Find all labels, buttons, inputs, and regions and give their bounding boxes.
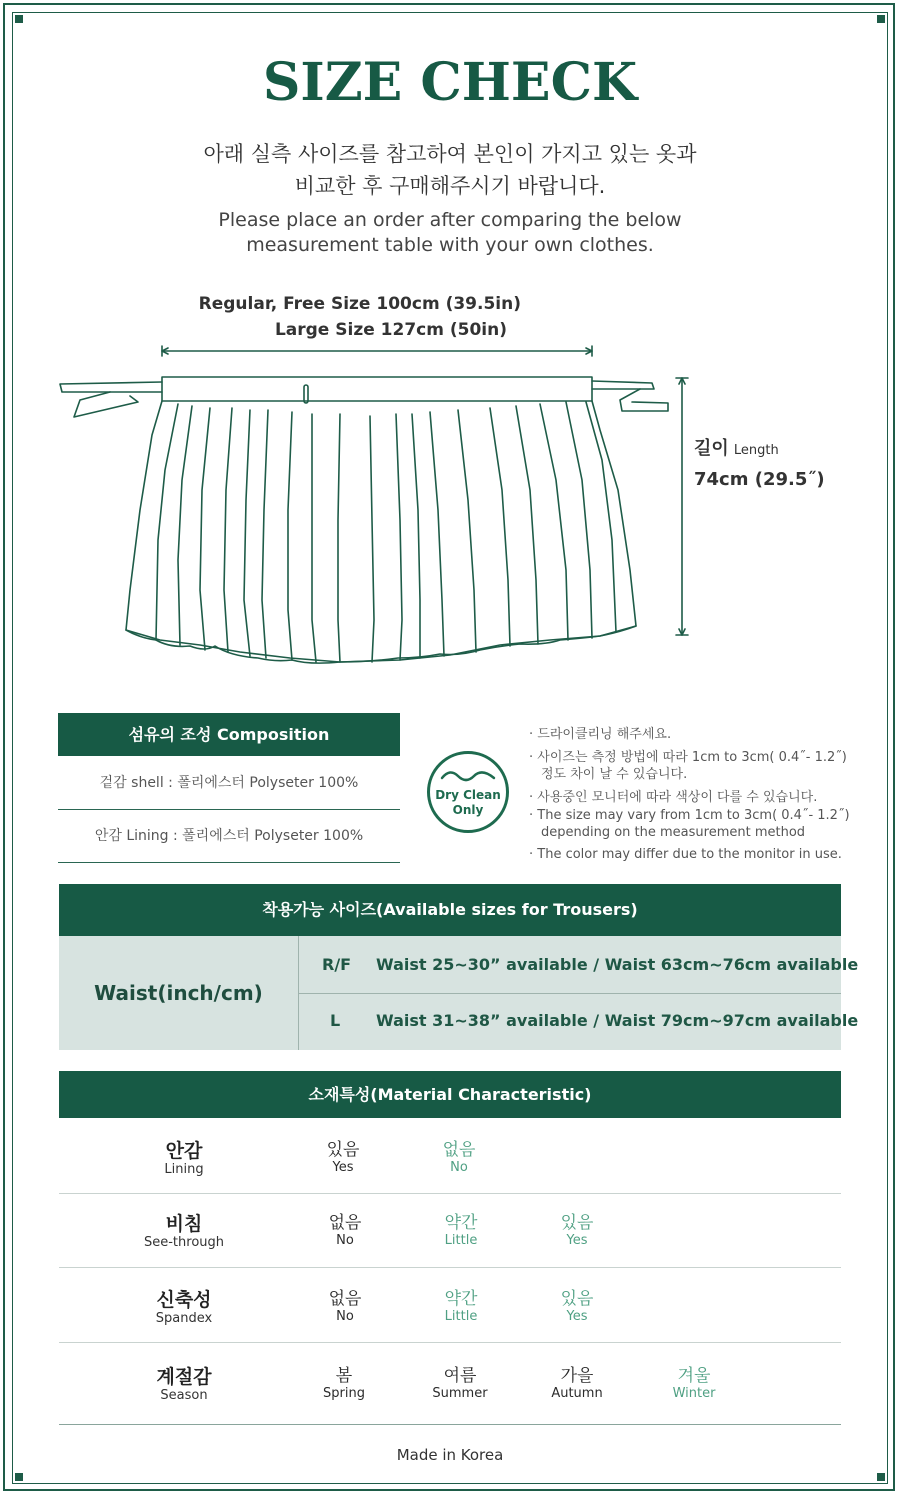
composition-shell: 겉감 shell : 폴리에스터 Polyseter 100%: [58, 757, 400, 810]
option-kr: 없음: [328, 1289, 362, 1309]
option-en: Summer: [432, 1386, 488, 1401]
option-kr: 있음: [326, 1140, 360, 1160]
care-note: · 사이즈는 측정 방법에 따라 1cm to 3cm( 0.4˝- 1.2˝): [529, 750, 847, 765]
row-divider: [59, 1267, 841, 1268]
skirt-illustration: [0, 340, 900, 680]
made-in-label: Made in Korea: [396, 1446, 504, 1464]
left-tie: [60, 382, 162, 392]
option-en: Yes: [332, 1160, 354, 1175]
option-kr: 봄: [335, 1366, 353, 1386]
material-label-see-through: [84, 1213, 284, 1251]
option-en: Yes: [566, 1233, 588, 1248]
care-note: · 드라이클리닝 해주세요.: [529, 727, 672, 742]
row-divider: [59, 1424, 841, 1425]
option-kr: 없음: [328, 1213, 362, 1233]
intro-en-line2: measurement table with your own clothes.: [246, 234, 654, 256]
size-code: R/F: [322, 955, 352, 974]
option-en: Little: [444, 1309, 478, 1324]
dry-clean-line2: Only: [452, 803, 484, 817]
option-en: Autumn: [551, 1386, 603, 1401]
row-divider: [59, 1342, 841, 1343]
option-en: No: [336, 1309, 354, 1324]
option-kr: 겨울: [677, 1366, 711, 1386]
length-kr: 길이: [694, 438, 729, 459]
material-option: [522, 1366, 632, 1402]
label-kr: 계절감: [156, 1366, 212, 1388]
label-kr: 안감: [165, 1140, 203, 1162]
care-note: · 사용중인 모니터에 따라 색상이 다를 수 있습니다.: [529, 790, 818, 805]
option-kr: 약간: [444, 1289, 478, 1309]
option-kr: 여름: [443, 1366, 477, 1386]
size-range: Waist 25~30” available / Waist 63cm~76cm available: [376, 955, 859, 974]
material-option: [290, 1213, 400, 1249]
sizes-label: Waist(inch/cm): [59, 936, 299, 1050]
label-en: See-through: [143, 1235, 225, 1250]
intro-kr-line2: 비교한 후 구매해주시기 바랍니다.: [294, 174, 606, 198]
option-en: Yes: [566, 1309, 588, 1324]
option-kr: 가을: [560, 1366, 594, 1386]
material-label-lining: [84, 1140, 284, 1178]
material-option: [288, 1140, 398, 1176]
composition-lining: 안감 Lining : 폴리에스터 Polyseter 100%: [58, 810, 400, 863]
sizes-divider: [299, 993, 841, 994]
material-option: [406, 1213, 516, 1249]
length-value: 74cm (29.5˝): [694, 469, 825, 490]
material-option: [522, 1213, 632, 1249]
intro-en-line1: Please place an order after comparing the below: [218, 209, 682, 231]
size-range: Waist 31~38” available / Waist 79cm~97cm available: [376, 1011, 859, 1030]
material-option: [522, 1289, 632, 1325]
dry-clean-line1: Dry Clean: [435, 788, 501, 802]
care-note: depending on the measurement method: [541, 825, 806, 840]
option-en: No: [336, 1233, 354, 1248]
label-kr: 비침: [165, 1213, 203, 1235]
right-tie: [592, 381, 654, 389]
care-note: 정도 차이 날 수 있습니다.: [541, 767, 688, 782]
width-large: Large Size 127cm (50in): [274, 320, 507, 340]
corner-mark: [877, 15, 885, 23]
page-title: SIZE CHECK: [262, 52, 638, 113]
label-en: Spandex: [155, 1311, 213, 1326]
option-en: Spring: [323, 1386, 365, 1401]
waistband: [162, 377, 592, 401]
care-note: · The color may differ due to the monitor in use.: [529, 847, 842, 862]
corner-mark: [15, 1473, 23, 1481]
width-regular: Regular, Free Size 100cm (39.5in): [198, 294, 521, 314]
material-option: [639, 1366, 749, 1402]
material-option: [290, 1289, 400, 1325]
corner-mark: [15, 15, 23, 23]
material-option: [404, 1140, 514, 1176]
option-kr: 약간: [444, 1213, 478, 1233]
option-kr: 없음: [442, 1140, 476, 1160]
material-label-spandex: [84, 1289, 284, 1327]
intro-kr-line1: 아래 실측 사이즈를 참고하여 본인이 가지고 있는 옷과: [203, 142, 697, 166]
length-en: Length: [733, 443, 779, 458]
option-kr: 있음: [560, 1213, 594, 1233]
option-en: No: [450, 1160, 468, 1175]
row-divider: [59, 1193, 841, 1194]
corner-mark: [877, 1473, 885, 1481]
material-option: [406, 1289, 516, 1325]
care-note: · The size may vary from 1cm to 3cm( 0.4˝- 1.2˝): [529, 808, 850, 823]
material-option: [289, 1366, 399, 1402]
option-en: Little: [444, 1233, 478, 1248]
material-option: [405, 1366, 515, 1402]
label-en: Season: [160, 1388, 208, 1403]
option-kr: 있음: [560, 1289, 594, 1309]
label-kr: 신축성: [156, 1289, 212, 1311]
composition-header: 섬유의 조성 Composition: [58, 713, 400, 756]
material-label-season: [84, 1366, 284, 1404]
dry-clean-badge: [427, 751, 509, 833]
sizes-header: 착용가능 사이즈(Available sizes for Trousers): [59, 884, 841, 936]
size-code: L: [330, 1011, 341, 1030]
option-en: Winter: [672, 1386, 716, 1401]
label-en: Lining: [164, 1162, 204, 1177]
material-header: 소재특성(Material Characteristic): [59, 1071, 841, 1118]
